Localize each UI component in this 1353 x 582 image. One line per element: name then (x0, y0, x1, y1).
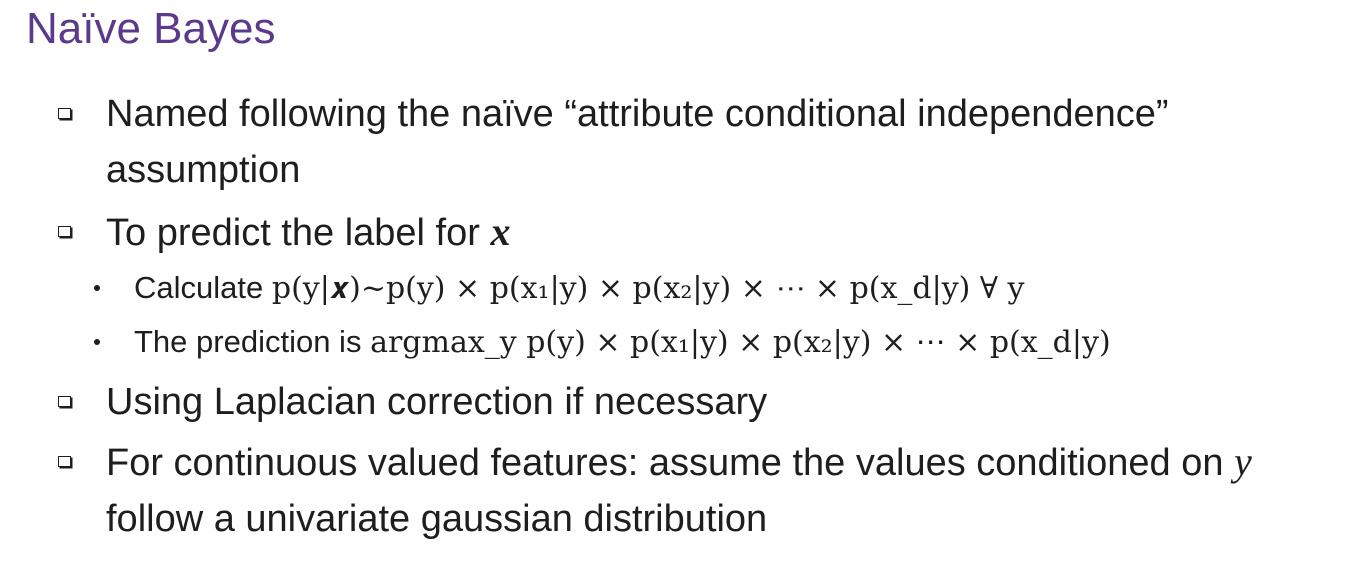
sub-bullet-item (94, 268, 1334, 309)
sub-bullet-text-wrap (134, 270, 1025, 305)
square-bullet-icon (58, 456, 71, 467)
square-bullet-icon (58, 108, 71, 119)
slide-title: Naïve Bayes (26, 4, 276, 53)
formula-posterior: p(y|𝒙)~p(y) × p(x₁|y) × p(x₂|y) × ⋯ × p(x_d|y) ∀ y (271, 271, 1025, 306)
bullet-item (58, 204, 1338, 261)
bullet-text: For continuous valued features: assume the values conditioned on (106, 442, 1235, 484)
math-y: y (1234, 439, 1252, 484)
bullet-text: To predict the label for (106, 212, 491, 254)
bullet-text: follow a univariate gaussian distribution (106, 498, 768, 540)
bullet-text-wrap (106, 434, 1338, 547)
square-bullet-icon (58, 226, 71, 237)
bullet-text: Using Laplacian correction if necessary (106, 381, 768, 423)
math-x: x (490, 209, 511, 254)
sub-bullet-text: The prediction is (134, 324, 371, 359)
dot-bullet-icon (94, 339, 100, 345)
square-bullet-icon (58, 396, 71, 407)
bullet-text: Named following the naïve “attribute conditional independence” assumption (106, 93, 1169, 191)
dot-bullet-icon (94, 285, 100, 291)
bullet-item (58, 434, 1338, 547)
sub-bullet-text-wrap (134, 324, 1111, 359)
sub-bullet-item (94, 322, 1334, 363)
bullet-text-wrap (106, 204, 1338, 261)
formula-argmax: argmax_y p(y) × p(x₁|y) × p(x₂|y) × ⋯ × p(x_d|y) (370, 325, 1111, 360)
bullet-item (58, 86, 1338, 198)
bullet-item (58, 374, 1338, 430)
sub-bullet-text: Calculate (134, 270, 272, 305)
